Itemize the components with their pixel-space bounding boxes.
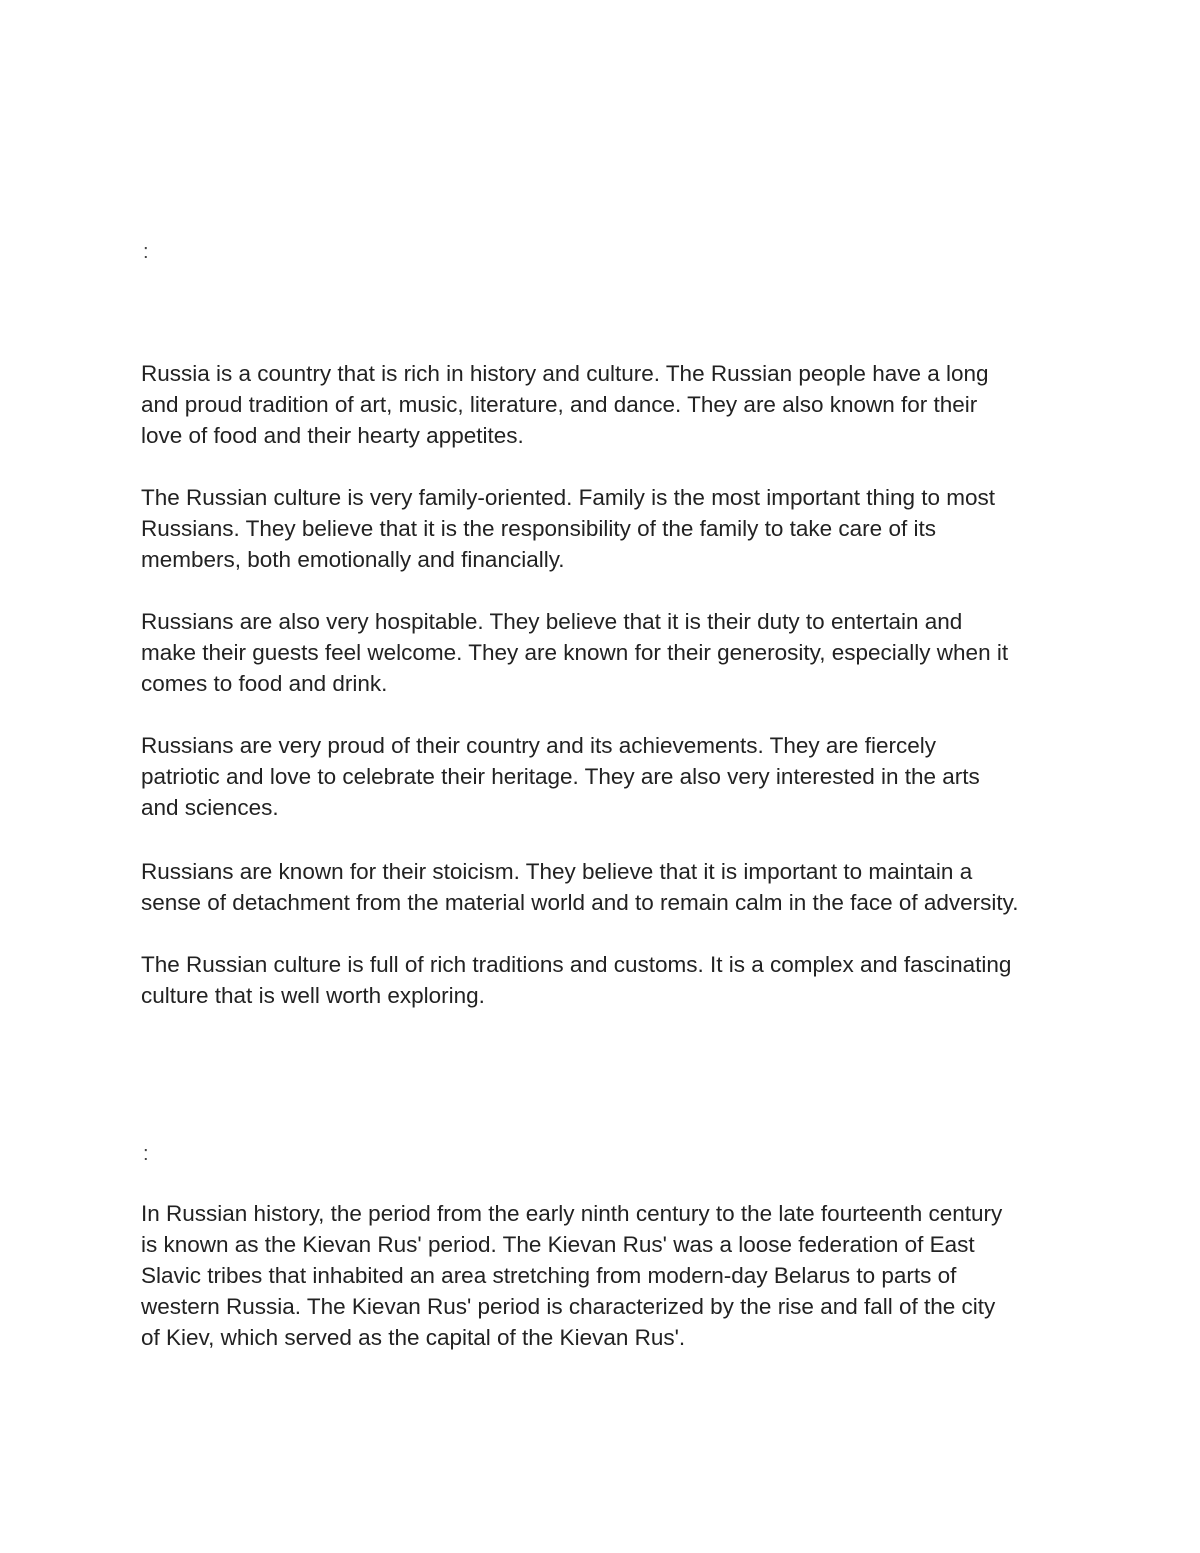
paragraph-7: In Russian history, the period from the early ninth century to the late fourteenth century is known as the Kievan Rus' period. The Kievan Rus' was a loose federation of East Slavic tribes that inhabited an area stretching from modern-day Belarus to parts of western Russia. The Kievan Rus' period is characterized by the rise and fall of the city of Kiev, which served as the capital of the Kievan Rus'.: [141, 1201, 1003, 1350]
paragraph-3: Russians are also very hospitable. They believe that it is their duty to entertain and make their guests feel welcome. They are known for their generosity, especially when it comes to food and drink.: [141, 609, 1009, 696]
paragraph-4: Russians are very proud of their country and its achievements. They are fiercely patriotic and love to celebrate their heritage. They are also very interested in the arts and sciences.: [141, 733, 980, 820]
paragraph-5: Russians are known for their stoicism. They believe that it is important to maintain a sense of detachment from the material world and to remain calm in the face of adversity.: [141, 859, 1019, 915]
section-marker-2: :: [143, 1143, 149, 1165]
paragraph-1: Russia is a country that is rich in history and culture. The Russian people have a long and proud tradition of art, music, literature, and dance. They are also known for their love of food and their hearty appetites.: [141, 361, 989, 448]
section-marker-1: :: [143, 241, 149, 263]
paragraph-6: The Russian culture is full of rich traditions and customs. It is a complex and fascinating culture that is well worth exploring.: [141, 952, 1012, 1008]
paragraph-2: The Russian culture is very family-oriented. Family is the most important thing to most Russians. They believe that it is the responsibility of the family to take care of its members, both emotionally and financially.: [141, 485, 996, 572]
